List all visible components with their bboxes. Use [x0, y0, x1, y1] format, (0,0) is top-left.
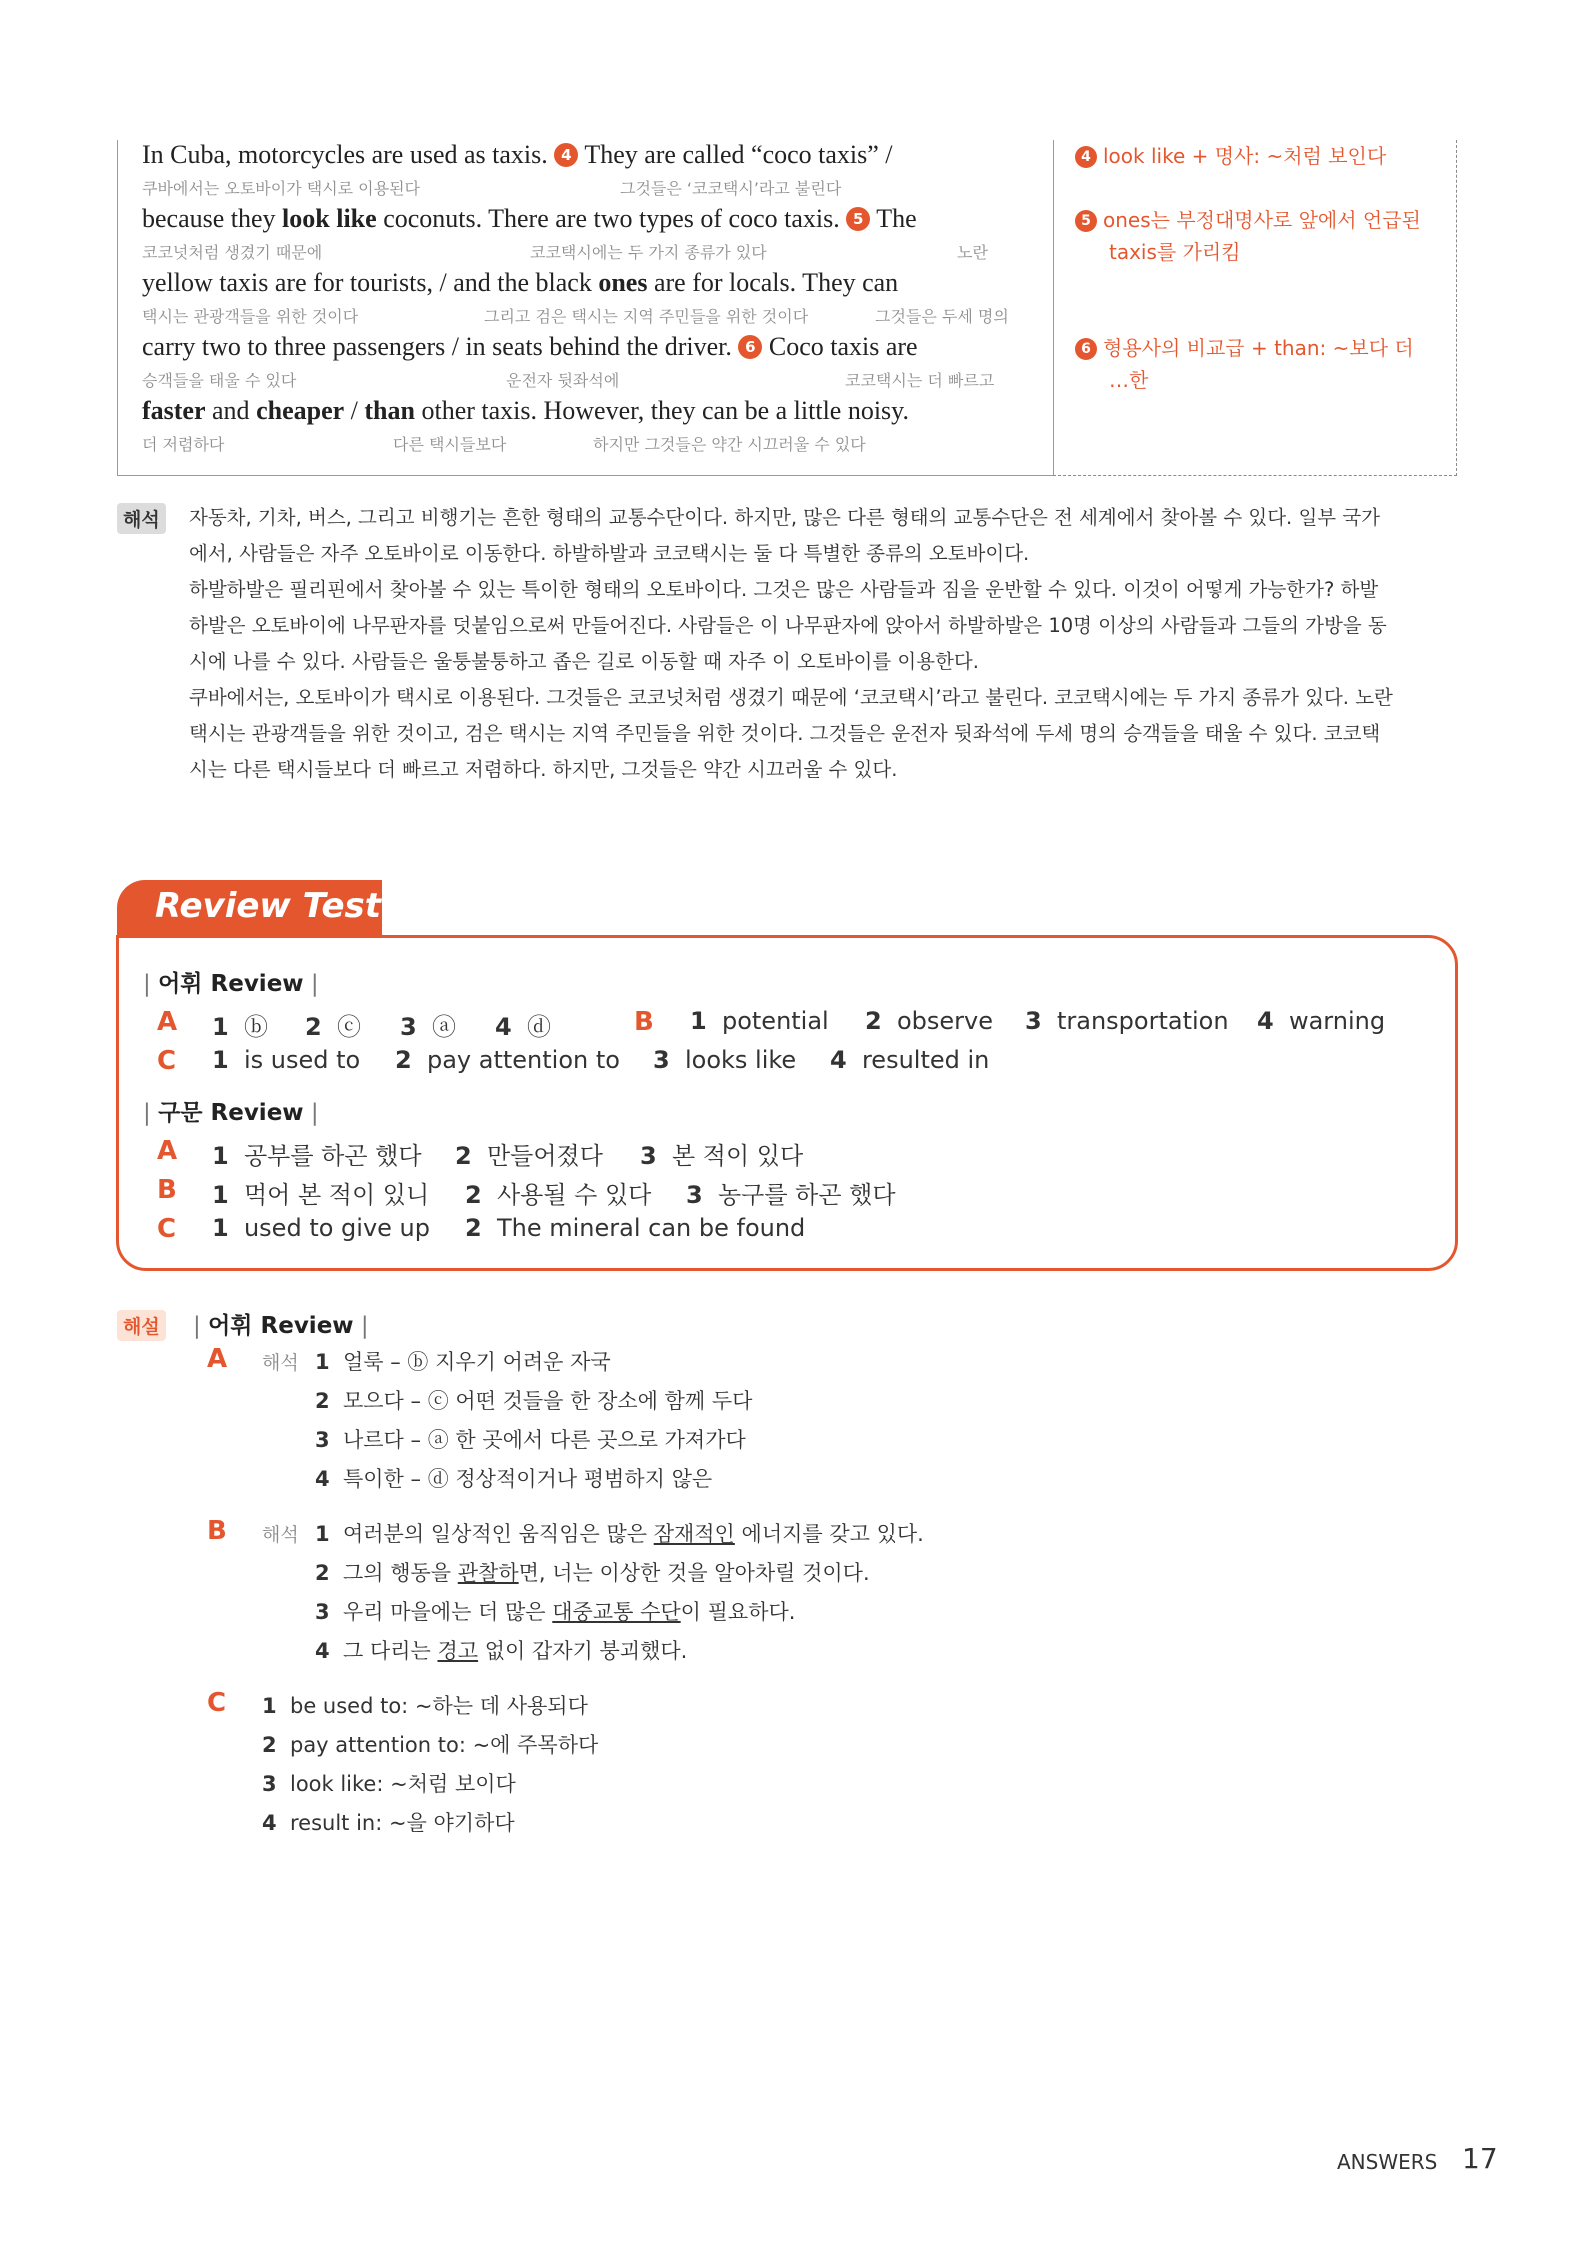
grammar-answer-row-B: B	[157, 1175, 177, 1205]
translation-label: 해석	[262, 1524, 299, 1546]
reading-gloss: 택시는 관광객들을 위한 것이다	[142, 307, 359, 326]
sentence-number-badge: 6	[738, 335, 762, 359]
reading-line-5: faster and cheaper / than other taxis. However, they can be a little noisy.	[142, 396, 909, 425]
vocab-answer-row-C: C	[157, 1046, 177, 1076]
explanation-item: 4 그 다리는 경고 없이 갑자기 붕괴했다.	[315, 1639, 688, 1663]
footer-section-label: ANSWERS	[1337, 2150, 1438, 2174]
grammar-note-6: 6 형용사의 비교급 + than: ~보다 더 …한	[1075, 332, 1414, 396]
explanation-item: 4 result in: ~을 야기하다	[262, 1811, 515, 1835]
explanation-item: 3 우리 마을에는 더 많은 대중교통 수단이 필요하다.	[315, 1600, 796, 1624]
reading-gloss: 코코택시에는 두 가지 종류가 있다	[530, 243, 767, 262]
reading-line-4: carry two to three passengers / in seats behind the driver. 6 Coco taxis are	[142, 332, 918, 361]
review-test-title: Review Test	[155, 886, 382, 926]
explanation-item: 4 특이한 – ⓓ 정상적이거나 평범하지 않은	[315, 1467, 713, 1491]
grammar-answer-row-A: A	[157, 1136, 178, 1166]
page-number: 17	[1462, 2142, 1498, 2175]
grammar-review-heading: | 구문 Review |	[143, 1100, 319, 1126]
grammar-notes-box	[1053, 140, 1457, 476]
reading-gloss: 운전자 뒷좌석에	[506, 371, 620, 390]
translation-label: 해석	[262, 1352, 299, 1374]
explanation-vocab-heading: | 어휘 Review |	[193, 1313, 369, 1339]
note-number-badge: 6	[1075, 338, 1097, 360]
explanation-item: 2 pay attention to: ~에 주목하다	[262, 1733, 599, 1757]
translation-tag: 해석	[117, 503, 166, 534]
explanation-item: 1 여러분의 일상적인 움직임은 많은 잠재적인 에너지를 갖고 있다.	[315, 1522, 924, 1546]
explanation-item: 3 나르다 – ⓐ 한 곳에서 다른 곳으로 가져가다	[315, 1428, 746, 1452]
grammar-answer-row-C: C	[157, 1214, 177, 1244]
explanation-item: 3 look like: ~처럼 보이다	[262, 1772, 516, 1796]
sentence-number-badge: 5	[846, 207, 870, 231]
reading-gloss: 다른 택시들보다	[393, 435, 507, 454]
vocab-review-heading: | 어휘 Review |	[143, 971, 319, 997]
reading-line-3: yellow taxis are for tourists, / and the black ones are for locals. They can	[142, 268, 899, 297]
explanation-item: 2 그의 행동을 관찰하면, 너는 이상한 것을 알아차릴 것이다.	[315, 1561, 870, 1585]
note-number-badge: 5	[1075, 210, 1097, 232]
reading-gloss: 코코넛처럼 생겼기 때문에	[142, 243, 323, 262]
grammar-note-5: 5 ones는 부정대명사로 앞에서 언급된 taxis를 가리킴	[1075, 204, 1421, 268]
explanation-letter-B: B	[207, 1516, 227, 1546]
explanation-letter-C: C	[207, 1688, 227, 1718]
grammar-note-4: 4 look like + 명사: ~처럼 보인다	[1075, 140, 1386, 172]
explanation-item: 1 얼룩 – ⓑ 지우기 어려운 자국	[315, 1350, 611, 1374]
reading-gloss: 그것들은 ‘코코택시’라고 불린다	[620, 179, 842, 198]
reading-gloss: 더 저렴하다	[142, 435, 225, 454]
translation-paragraph: 자동차, 기차, 버스, 그리고 비행기는 흔한 형태의 교통수단이다. 하지만, 많은 다른 형태의 교통수단은 전 세계에서 찾아볼 수 있다. 일부 국가 에서, 사람들은 자주 오토바이로 이동한다. 하발하발과 코코택시는 둘 다 특별한 종류의 오토바이다. 하발하발은 필리핀에서 찾아볼 수 있는 특이한 형태의 오토바이다. 그것은 많은 사람들과 짐을 운반할 수 있다. 이것이 어떻게 가능한가? 하발 하발은 오토바이에 나무판자를 덧붙임으로써 만들어진다. 사람들은 이 나무판자에 앉아서 하발하발은 10명 이상의 사람들과 그들의 가방을 동 시에 나를 수 있다. 사람들은 울퉁불퉁하고 좁은 길로 이동할 때 자주 이 오토바이를 이용한다. 쿠바에서는, 오토바이가 택시로 이용된다. 그것들은 코코넛처럼 생겼기 때문에 ‘코코택시’라고 불린다. 코코택시에는 두 가지 종류가 있다. 노란 택시는 관광객들을 위한 것이고, 검은 택시는 지역 주민들을 위한 것이다. 그것들은 운전자 뒷좌석에 두세 명의 승객들을 태울 수 있다. 코코택 시는 다른 택시들보다 더 빠르고 저렴하다. 하지만, 그것들은 약간 시끄러울 수 있다.	[189, 506, 1393, 781]
reading-gloss: 코코택시는 더 빠르고	[845, 371, 995, 390]
reading-gloss: 노란	[957, 243, 988, 262]
vocab-answer-row-B: B	[634, 1007, 654, 1037]
reading-gloss: 그것들은 두세 명의	[875, 307, 1009, 326]
explanation-item: 1 be used to: ~하는 데 사용되다	[262, 1694, 588, 1718]
sentence-number-badge: 4	[554, 143, 578, 167]
explanation-tag: 해설	[117, 1310, 166, 1341]
explanation-letter-A: A	[207, 1344, 228, 1374]
reading-gloss: 승객들을 태울 수 있다	[142, 371, 297, 390]
vocab-answer-row-A: A	[157, 1007, 178, 1037]
reading-gloss: 쿠바에서는 오토바이가 택시로 이용된다	[142, 179, 421, 198]
note-number-badge: 4	[1075, 146, 1097, 168]
reading-line-1: In Cuba, motorcycles are used as taxis. 4 They are called “coco taxis” /	[142, 140, 893, 169]
reading-gloss: 그리고 검은 택시는 지역 주민들을 위한 것이다	[484, 307, 809, 326]
explanation-item: 2 모으다 – ⓒ 어떤 것들을 한 장소에 함께 두다	[315, 1389, 753, 1413]
reading-line-2: because they look like coconuts. There are two types of coco taxis. 5 The	[142, 204, 917, 233]
reading-gloss: 하지만 그것들은 약간 시끄러울 수 있다	[593, 435, 866, 454]
